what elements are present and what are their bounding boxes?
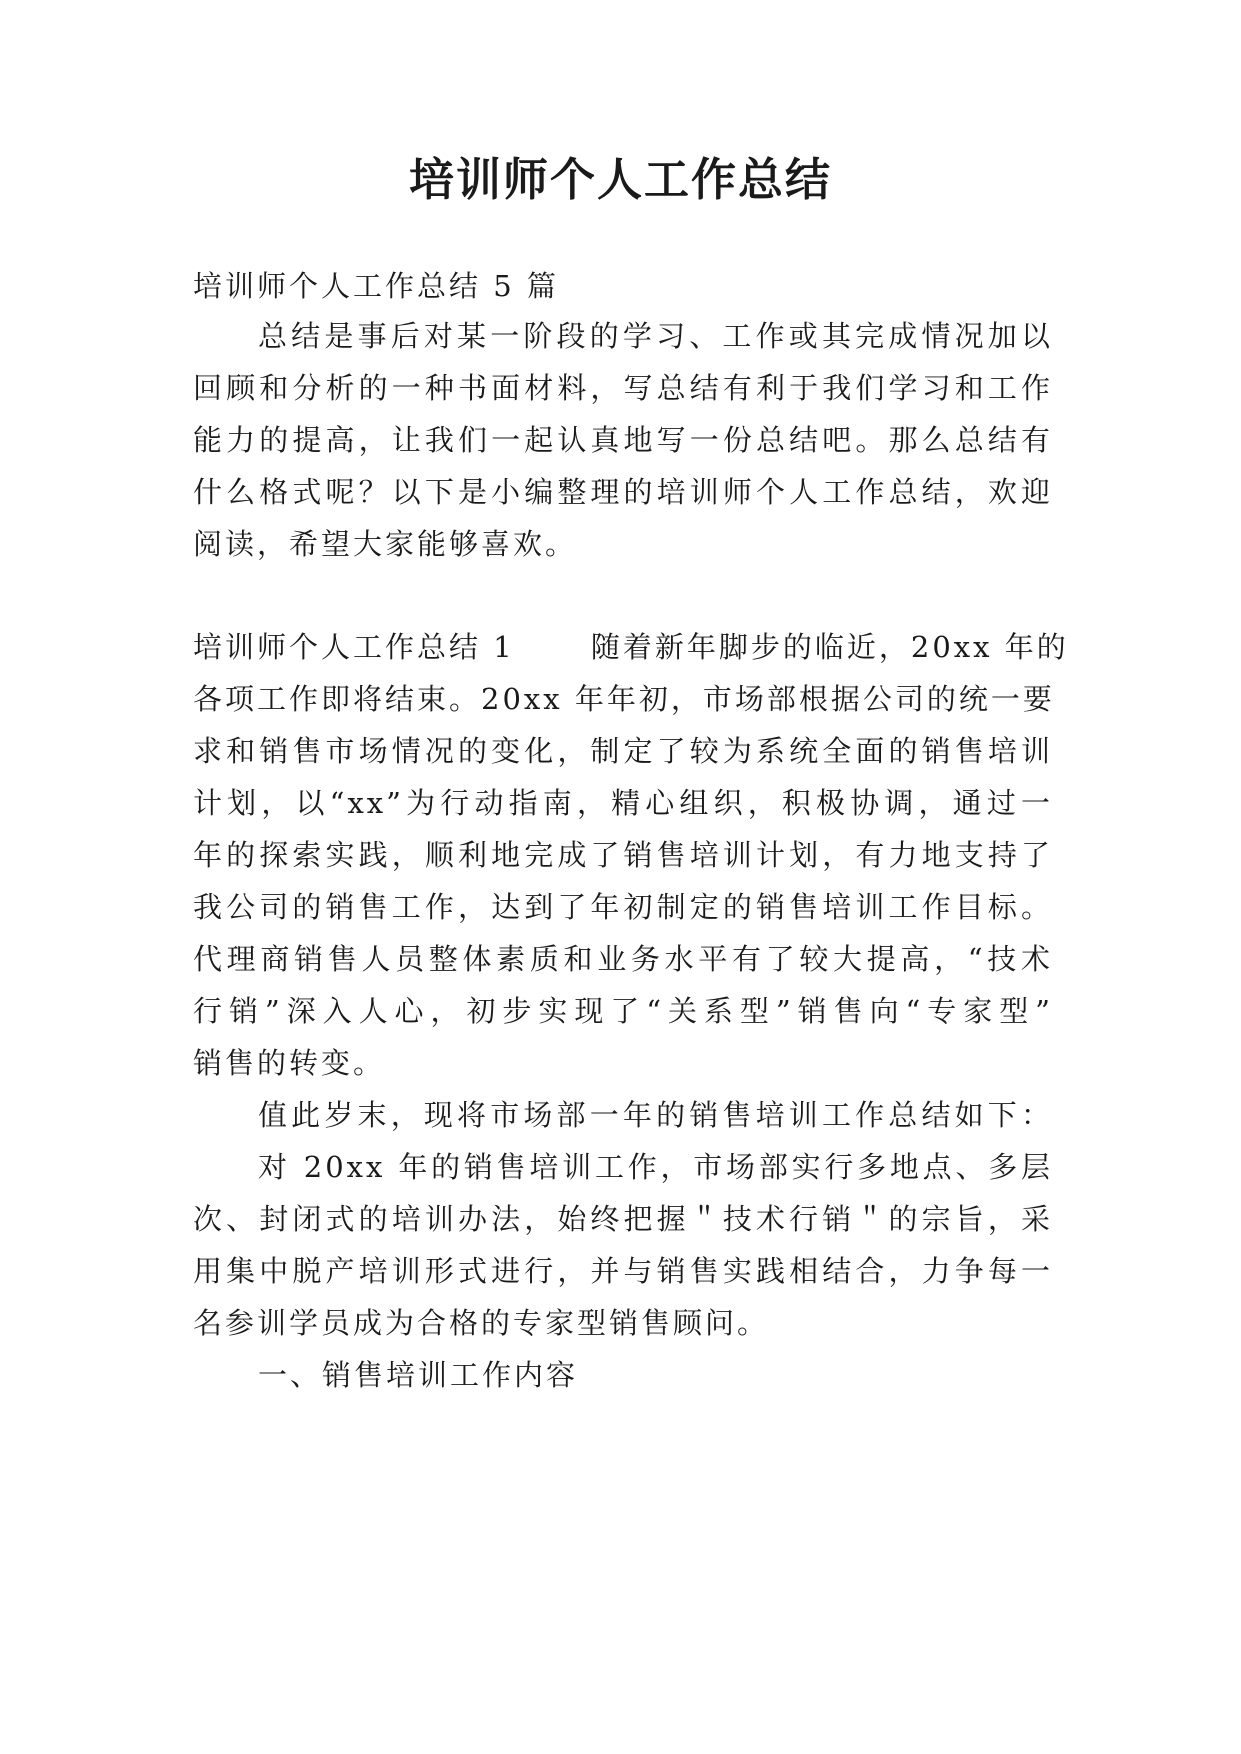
paragraph-line: 阅读，希望大家能够喜欢。 (193, 527, 578, 561)
paragraph-line: 对 20xx 年的销售培训工作，市场部实行多地点、多层 (258, 1150, 1053, 1184)
paragraph-line: 名参训学员成为合格的专家型销售顾问。 (193, 1306, 770, 1340)
document-title: 培训师个人工作总结 (408, 153, 832, 206)
section-heading: 一、销售培训工作内容 (258, 1358, 579, 1392)
paragraph-line: 销售的转变。 (193, 1046, 386, 1080)
paragraph-line: 计划，以“xx”为行动指南，精心组织，积极协调，通过一 (193, 786, 1053, 820)
paragraph-line: 能力的提高，让我们一起认真地写一份总结吧。那么总结有 (193, 423, 1053, 457)
paragraph-line: 年的探索实践，顺利地完成了销售培训计划，有力地支持了 (193, 838, 1053, 872)
paragraph-line: 培训师个人工作总结 1 随着新年脚步的临近，20xx 年的 (193, 630, 1069, 664)
paragraph-line: 各项工作即将结束。20xx 年年初，市场部根据公司的统一要 (193, 682, 1055, 716)
paragraph-line: 总结是事后对某一阶段的学习、工作或其完成情况加以 (258, 319, 1053, 353)
paragraph-line: 代理商销售人员整体素质和业务水平有了较大提高，“技术 (193, 942, 1053, 976)
paragraph-line: 回顾和分析的一种书面材料，写总结有利于我们学习和工作 (193, 371, 1053, 405)
paragraph-line: 值此岁末，现将市场部一年的销售培训工作总结如下： (258, 1098, 1053, 1132)
subtitle-line: 培训师个人工作总结 5 篇 (193, 269, 559, 303)
paragraph-line: 求和销售市场情况的变化，制定了较为系统全面的销售培训 (193, 734, 1053, 768)
paragraph-line: 我公司的销售工作，达到了年初制定的销售培训工作目标。 (193, 890, 1053, 924)
paragraph-line: 行销”深入人心，初步实现了“关系型”销售向“专家型” (193, 994, 1053, 1028)
paragraph-line: 用集中脱产培训形式进行，并与销售实践相结合，力争每一 (193, 1254, 1053, 1288)
paragraph-line: 什么格式呢？以下是小编整理的培训师个人工作总结，欢迎 (193, 475, 1053, 509)
paragraph-line: 次、封闭式的培训办法，始终把握＂技术行销＂的宗旨，采 (193, 1202, 1053, 1236)
